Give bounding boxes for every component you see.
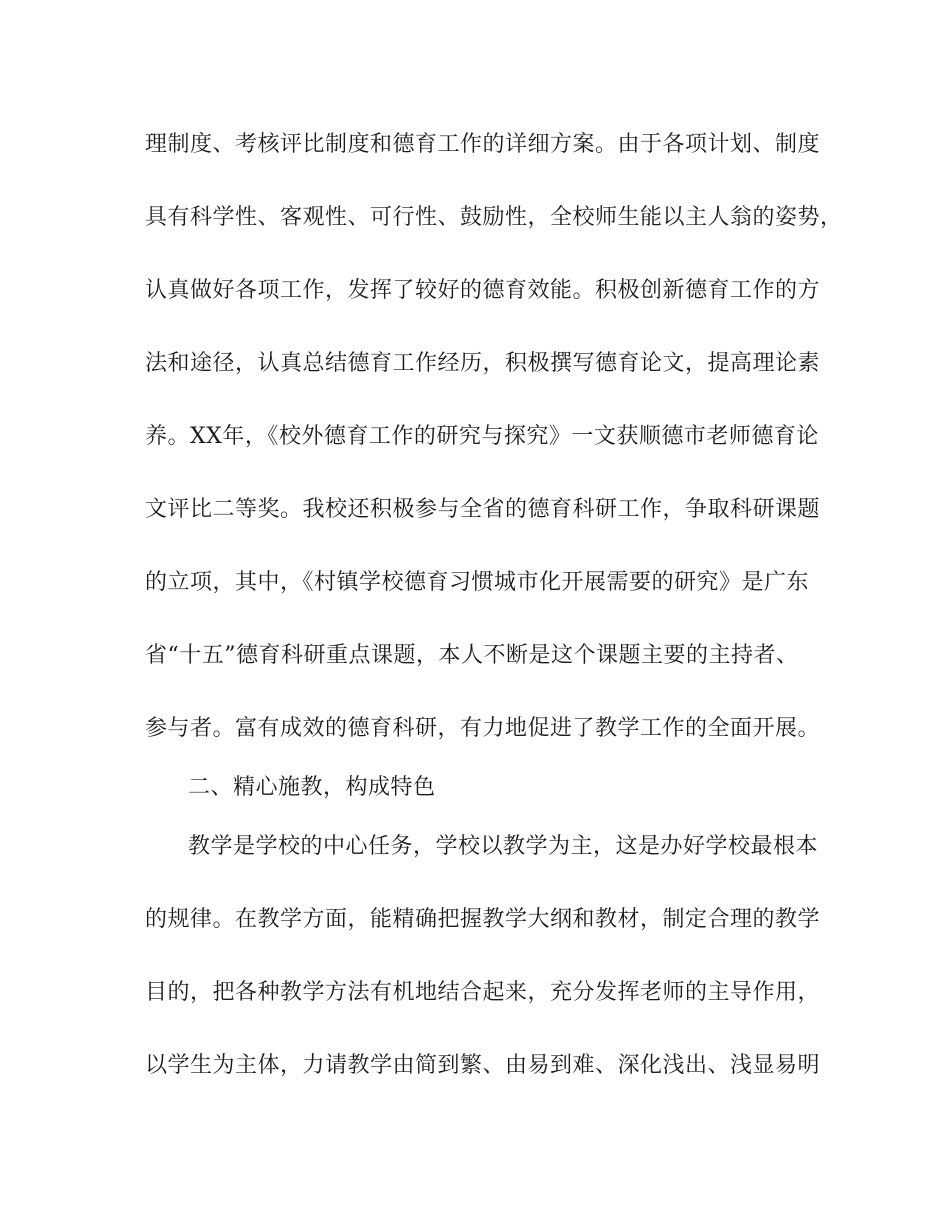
body-text-line: 以学生为主体，力请教学由简到繁、由易到难、深化浅出、浅显易明 (145, 1053, 821, 1078)
body-text-line: 具有科学性、客观性、可行性、鼓励性，全校师生能以主人翁的姿势， (145, 205, 843, 230)
body-text-line: 的立项，其中，《村镇学校德育习惯城市化开展需要的研究》是广东 (145, 570, 810, 595)
body-text-line: 理制度、考核评比制度和德育工作的详细方案。由于各项计划、制度 (145, 132, 821, 157)
body-text-line: 省“十五”德育科研重点课题，本人不断是这个课题主要的主持者、 (145, 643, 799, 668)
body-text-line: 参与者。富有成效的德育科研，有力地促进了教学工作的全面开展。 (145, 716, 821, 741)
section-heading: 二、精心施教，构成特色 (188, 775, 436, 800)
body-text-line: 法和途径，认真总结德育工作经历，积极撰写德育论文，提高理论素 (145, 351, 821, 376)
paragraph-first-line: 教学是学校的中心任务，学校以教学为主，这是办好学校最根本 (188, 834, 819, 859)
body-text-line: 文评比二等奖。我校还积极参与全省的德育科研工作，争取科研课题 (145, 497, 821, 522)
body-text-line: 养。XX年，《校外德育工作的研究与探究》一文获顺德市老师德育论 (145, 424, 819, 449)
body-text-line: 目的，把各种教学方法有机地结合起来，充分发挥老师的主导作用， (145, 980, 821, 1005)
body-text-line: 的规律。在教学方面，能精确把握教学大纲和教材，制定合理的教学 (145, 907, 821, 932)
body-text-line: 认真做好各项工作，发挥了较好的德育效能。积极创新德育工作的方 (145, 278, 821, 303)
